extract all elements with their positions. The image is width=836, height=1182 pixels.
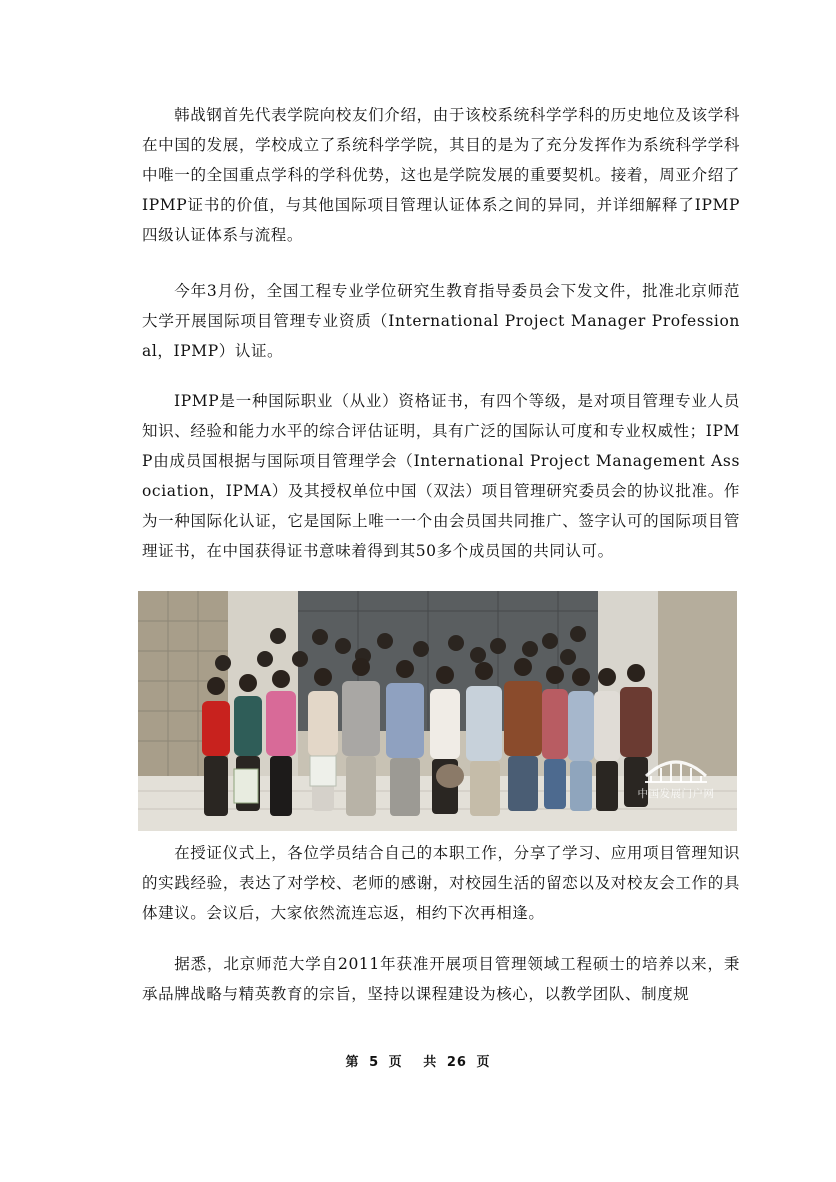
paragraph-approval-text: 今年3月份，全国工程专业学位研究生教育指导委员会下发文件，批准北京师范大学开展国际项目管理专业资质（International Project Manager Professional，IPMP）认证。 [142,282,740,360]
paragraph-background-text: 据悉，北京师范大学自2011年获准开展项目管理领域工程硕士的培养以来，秉承品牌战略与精英教育的宗旨，坚持以课程建设为核心，以教学团队、制度规 [142,955,740,1003]
footer-page-number: 5 [369,1055,380,1070]
footer-page-unit: 页 [388,1055,403,1070]
paragraph-ipmp [142,386,740,566]
paragraph-ipmp-text: IPMP是一种国际职业（从业）资格证书，有四个等级，是对项目管理专业人员知识、经验和能力水平的综合评估证明，具有广泛的国际认可度和专业权威性；IPMP由成员国根据与国际项目管理学会（International Project Management Association，IPMA）及其授权单位中国（双法）项目管理研究委员会的协议批准。作为一种国际化认证，它是国际上唯一一个由会员国共同推广、签字认可的国际项目管理证书，在中国获得证书意味着得到其50多个成员国的共同认可。 [142,392,740,560]
footer-total-pages: 26 [446,1055,467,1070]
footer-total-prefix: 共 [423,1055,438,1070]
group-photo [138,591,737,831]
watermark [621,754,731,801]
footer-total-unit: 页 [476,1055,491,1070]
footer-prefix: 第 [345,1055,360,1070]
paragraph-intro-text: 韩战钢首先代表学院向校友们介绍，由于该校系统科学学科的历史地位及该学科在中国的发展，学校成立了系统科学学院，其目的是为了充分发挥作为系统科学学科中唯一的全国重点学科的学科优势，这也是学院发展的重要契机。接着，周亚介绍了IPMP证书的价值，与其他国际项目管理认证体系之间的异同，并详细解释了IPMP四级认证体系与流程。 [142,106,740,244]
paragraph-ceremony-text: 在授证仪式上，各位学员结合自己的本职工作，分享了学习、应用项目管理知识的实践经验，表达了对学校、老师的感谢，对校园生活的留恋以及对校友会工作的具体建议。会议后，大家依然流连忘返，相约下次再相逢。 [142,844,740,922]
paragraph-intro [142,100,740,250]
paragraph-background [142,949,740,1009]
paragraph-ceremony [142,838,740,928]
china-development-logo-icon [641,754,711,784]
watermark-text: 中国发展门户网 [637,788,715,800]
page-footer [0,1051,836,1070]
paragraph-approval [142,276,740,366]
